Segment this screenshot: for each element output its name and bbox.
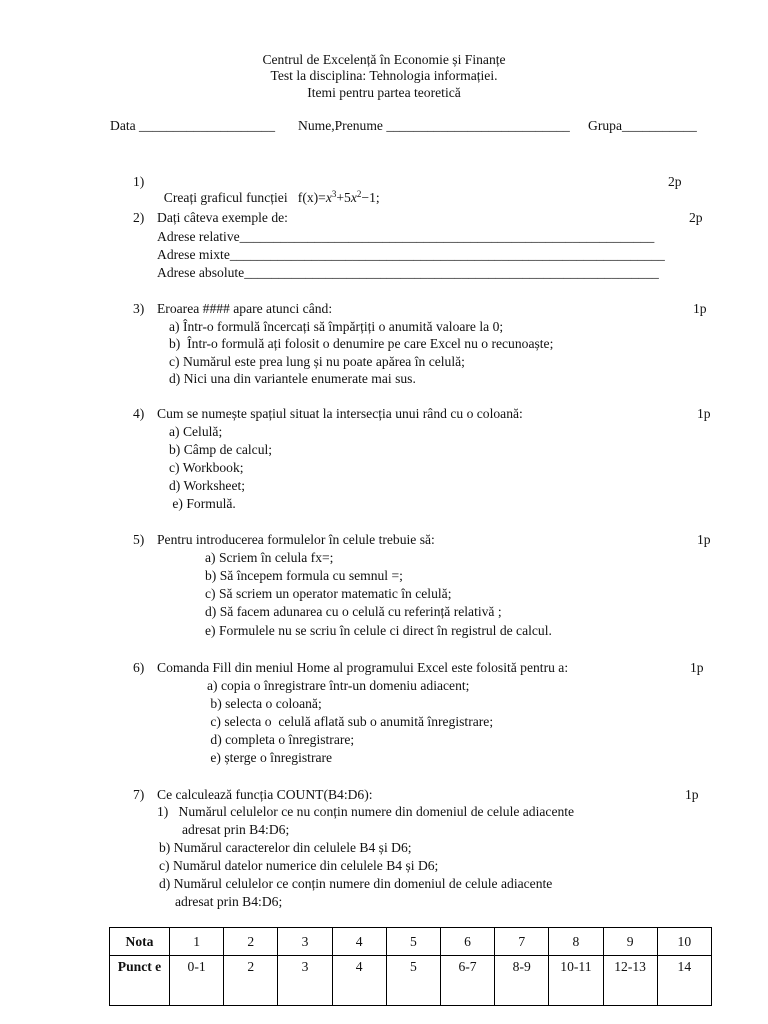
question-7-option-d: d) Numărul celulelor ce conțin numere din domeniul de celule adiacente	[159, 876, 553, 891]
question-5-option-b: b) Să începem formula cu semnul =;	[205, 568, 403, 583]
question-5-option-c: c) Să scriem un operator matematic în celulă;	[205, 586, 452, 601]
question-6-option-c: c) selecta o celulă aflată sub o anumită înregistrare;	[207, 714, 494, 729]
question-4-option-d: d) Worksheet;	[169, 478, 246, 493]
question-5-option-d: d) Să facem adunarea cu o celulă cu referință relativă ;	[205, 604, 502, 619]
question-7-text: Ce calculează funcția COUNT(B4:D6):	[157, 787, 373, 802]
formula-exponent-2: 2	[356, 189, 362, 199]
question-3-points: 1p	[693, 301, 707, 316]
formula-x-cubed: x	[325, 190, 332, 205]
grading-note-cell: 5	[386, 928, 440, 956]
grading-note-cell: 9	[603, 928, 657, 956]
grading-points-cell: 14	[657, 956, 711, 1006]
grading-points-cell: 12-13	[603, 956, 657, 1006]
name-field: Nume,Prenume ___________________________	[298, 118, 570, 133]
grading-row-notes	[110, 928, 712, 956]
question-2-text: Dați câteva exemple de:	[157, 210, 288, 225]
question-1-text	[157, 174, 380, 206]
question-6-option-b: b) selecta o coloană;	[207, 696, 322, 711]
grading-note-cell: 8	[549, 928, 603, 956]
question-5-points: 1p	[697, 532, 711, 547]
grading-note-cell: 4	[332, 928, 386, 956]
question-6-points: 1p	[690, 660, 704, 675]
question-7-option-d-cont: adresat prin B4:D6;	[175, 894, 283, 909]
question-4-option-e: e) Formulă.	[169, 496, 236, 511]
grading-header-nota: Nota	[110, 928, 170, 956]
grading-points-cell: 5	[386, 956, 440, 1006]
grading-note-cell: 6	[440, 928, 494, 956]
question-6-text: Comanda Fill din meniul Home al programului Excel este folosită pentru a:	[157, 660, 569, 675]
question-4-number: 4)	[133, 406, 145, 421]
question-3-option-c: c) Numărul este prea lung și nu poate apărea în celulă;	[169, 354, 465, 369]
question-5-option-e: e) Formulele nu se scriu în celule ci direct în registrul de calcul.	[205, 623, 552, 638]
formula-exponent-3: 3	[331, 189, 337, 199]
question-7-option-1: 1) Numărul celulelor ce nu conțin numere din domeniul de celule adiacente	[157, 804, 575, 819]
question-7-option-1-cont: adresat prin B4:D6;	[182, 822, 290, 837]
date-field: Data ____________________	[110, 118, 275, 133]
question-3-option-b: b) Într-o formulă ați folosit o denumire pe care Excel nu o recunoaște;	[169, 336, 554, 351]
grading-points-cell: 2	[224, 956, 278, 1006]
group-field: Grupa___________	[588, 118, 697, 133]
question-7-number: 7)	[133, 787, 145, 802]
grading-note-cell: 2	[224, 928, 278, 956]
question-4-option-c: c) Workbook;	[169, 460, 244, 475]
question-4-option-b: b) Câmp de calcul;	[169, 442, 273, 457]
question-7-option-c: c) Numărul datelor numerice din celulele B4 și D6;	[159, 858, 439, 873]
question-2-points: 2p	[689, 210, 703, 225]
question-6-option-a: a) copia o înregistrare într-un domeniu adiacent;	[207, 678, 470, 693]
question-5-option-a: a) Scriem în celula fx=;	[205, 550, 334, 565]
question-1-number: 1)	[133, 174, 145, 189]
question-3-option-d: d) Nici una din variantele enumerate mai sus.	[169, 371, 416, 386]
answer-line-absolute: Adrese absolute_____________________________________________________________	[157, 265, 659, 280]
question-3-option-a: a) Într-o formulă încercați să împărțiți o anumită valoare la 0;	[169, 319, 504, 334]
header-subject: Test la disciplina: Tehnologia informației.	[270, 68, 498, 83]
question-1-label: Creați graficul funcției f(x)=	[163, 190, 326, 205]
question-7-option-b: b) Numărul caracterelor din celulele B4 și D6;	[159, 840, 412, 855]
question-3-text: Eroarea #### apare atunci când:	[157, 301, 333, 316]
grading-note-cell: 7	[495, 928, 549, 956]
grading-header-puncte: Punct e	[110, 956, 170, 1006]
grading-row-points	[110, 956, 712, 1006]
grading-table	[109, 927, 712, 1006]
grading-points-cell: 10-11	[549, 956, 603, 1006]
grading-points-cell: 8-9	[495, 956, 549, 1006]
question-4-text: Cum se numește spațiul situat la intersecția unui rând cu o coloană:	[157, 406, 523, 421]
grading-note-cell: 1	[170, 928, 224, 956]
grading-points-cell: 3	[278, 956, 332, 1006]
question-6-option-d: d) completa o înregistrare;	[207, 732, 355, 747]
question-1-points: 2p	[668, 174, 682, 189]
question-6-number: 6)	[133, 660, 145, 675]
answer-line-mixed: Adrese mixte________________________________________________________________	[157, 247, 665, 262]
formula-x-squared: x	[350, 190, 357, 205]
question-2-number: 2)	[133, 210, 145, 225]
question-5-number: 5)	[133, 532, 145, 547]
grading-points-cell: 6-7	[440, 956, 494, 1006]
header-institution: Centrul de Excelență în Economie și Finanțe	[262, 52, 506, 67]
answer-line-relative: Adrese relative_____________________________________________________________	[157, 229, 655, 244]
formula-plus-5: +5	[336, 190, 351, 205]
question-6-option-e: e) șterge o înregistrare	[207, 750, 333, 765]
grading-points-cell: 4	[332, 956, 386, 1006]
question-7-points: 1p	[685, 787, 699, 802]
question-4-points: 1p	[697, 406, 711, 421]
question-3-number: 3)	[133, 301, 145, 316]
grading-points-cell: 0-1	[170, 956, 224, 1006]
grading-note-cell: 10	[657, 928, 711, 956]
question-4-option-a: a) Celulă;	[169, 424, 223, 439]
header-section: Itemi pentru partea teoretică	[307, 85, 461, 100]
grading-note-cell: 3	[278, 928, 332, 956]
question-5-text: Pentru introducerea formulelor în celule trebuie să:	[157, 532, 435, 547]
formula-minus-1: −1;	[361, 190, 380, 205]
